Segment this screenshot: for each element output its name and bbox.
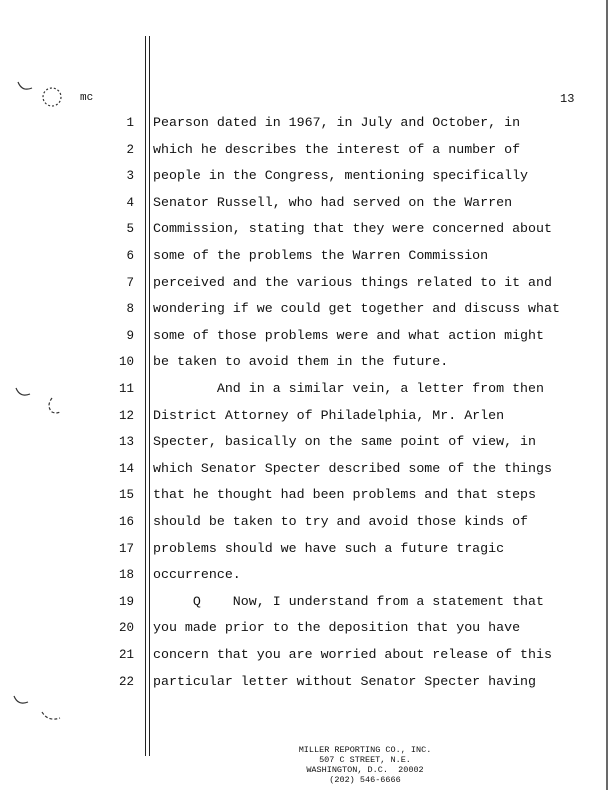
line-text: wondering if we could get together and discuss what	[153, 301, 560, 317]
line-number: 9	[126, 328, 134, 343]
footer-phone: (202) 546-6666	[329, 775, 401, 785]
line-number: 10	[118, 355, 134, 370]
margin-rule-right	[149, 36, 150, 756]
line-text: perceived and the various things related to it and	[153, 274, 552, 290]
line-text: Q Now, I understand from a statement that	[153, 593, 544, 609]
line-text: problems should we have such a future tragic	[153, 540, 505, 556]
line-number: 14	[118, 461, 134, 476]
line-text: Pearson dated in 1967, in July and October, in	[153, 115, 521, 130]
line-number: 8	[126, 302, 134, 317]
binder-mark-bottom-left	[14, 696, 28, 703]
line-number: 21	[118, 648, 134, 662]
line-text: Commission, stating that they were concerned about	[153, 221, 552, 237]
binder-mark-middle-right	[49, 398, 60, 413]
line-number: 5	[126, 222, 134, 237]
line-text: District Attorney of Philadelphia, Mr. Arlen	[153, 407, 505, 423]
line-text: Specter, basically on the same point of view, in	[153, 434, 537, 450]
line-text: which Senator Specter described some of the things	[153, 460, 552, 476]
binder-hole-top	[43, 88, 61, 106]
reporter-footer	[240, 745, 490, 785]
line-number: 4	[126, 195, 134, 210]
line-number: 18	[118, 568, 134, 583]
line-number: 2	[126, 142, 134, 157]
footer-company: MILLER REPORTING CO., INC.	[298, 745, 432, 755]
line-text: occurrence.	[153, 567, 241, 583]
line-number: 19	[118, 594, 134, 609]
line-text: And in a similar vein, a letter from then	[153, 381, 544, 396]
line-number: 3	[126, 169, 134, 184]
line-number: 20	[118, 621, 134, 636]
line-number: 22	[118, 674, 134, 689]
footer-street: 507 C STREET, N.E.	[319, 755, 411, 765]
line-number: 7	[126, 275, 134, 290]
binder-mark-bottom-right	[42, 712, 60, 719]
line-text: which he describes the interest of a number of	[153, 141, 521, 157]
footer-city: WASHINGTON, D.C. 20002	[306, 765, 424, 775]
page-number: 13	[560, 92, 575, 106]
line-number: 1	[126, 116, 134, 130]
line-number: 6	[126, 249, 134, 263]
line-text: that he thought had been problems and that steps	[153, 487, 537, 503]
line-number: 13	[118, 435, 134, 450]
line-text: be taken to avoid them in the future.	[153, 354, 449, 370]
line-number: 16	[118, 515, 134, 529]
line-text: concern that you are worried about release of this	[153, 647, 552, 662]
binder-mark-middle-left	[16, 388, 30, 395]
line-number: 11	[118, 382, 134, 396]
line-text: Senator Russell, who had served on the Warren	[153, 194, 513, 210]
line-text: should be taken to try and avoid those kinds of	[153, 514, 529, 529]
page-edge-line	[606, 0, 608, 790]
line-text: people in the Congress, mentioning specifically	[153, 168, 529, 184]
line-text: some of the problems the Warren Commission	[153, 248, 489, 263]
reporter-initials: mc	[80, 92, 94, 104]
line-text: you made prior to the deposition that you have	[153, 620, 521, 636]
line-number: 12	[118, 408, 134, 423]
line-number: 15	[118, 488, 134, 503]
line-text: some of those problems were and what action might	[153, 327, 544, 343]
line-number: 17	[118, 541, 134, 556]
binder-mark-top-left	[18, 82, 32, 89]
line-text: particular letter without Senator Specter having	[153, 673, 537, 689]
margin-rule-left	[145, 36, 146, 756]
